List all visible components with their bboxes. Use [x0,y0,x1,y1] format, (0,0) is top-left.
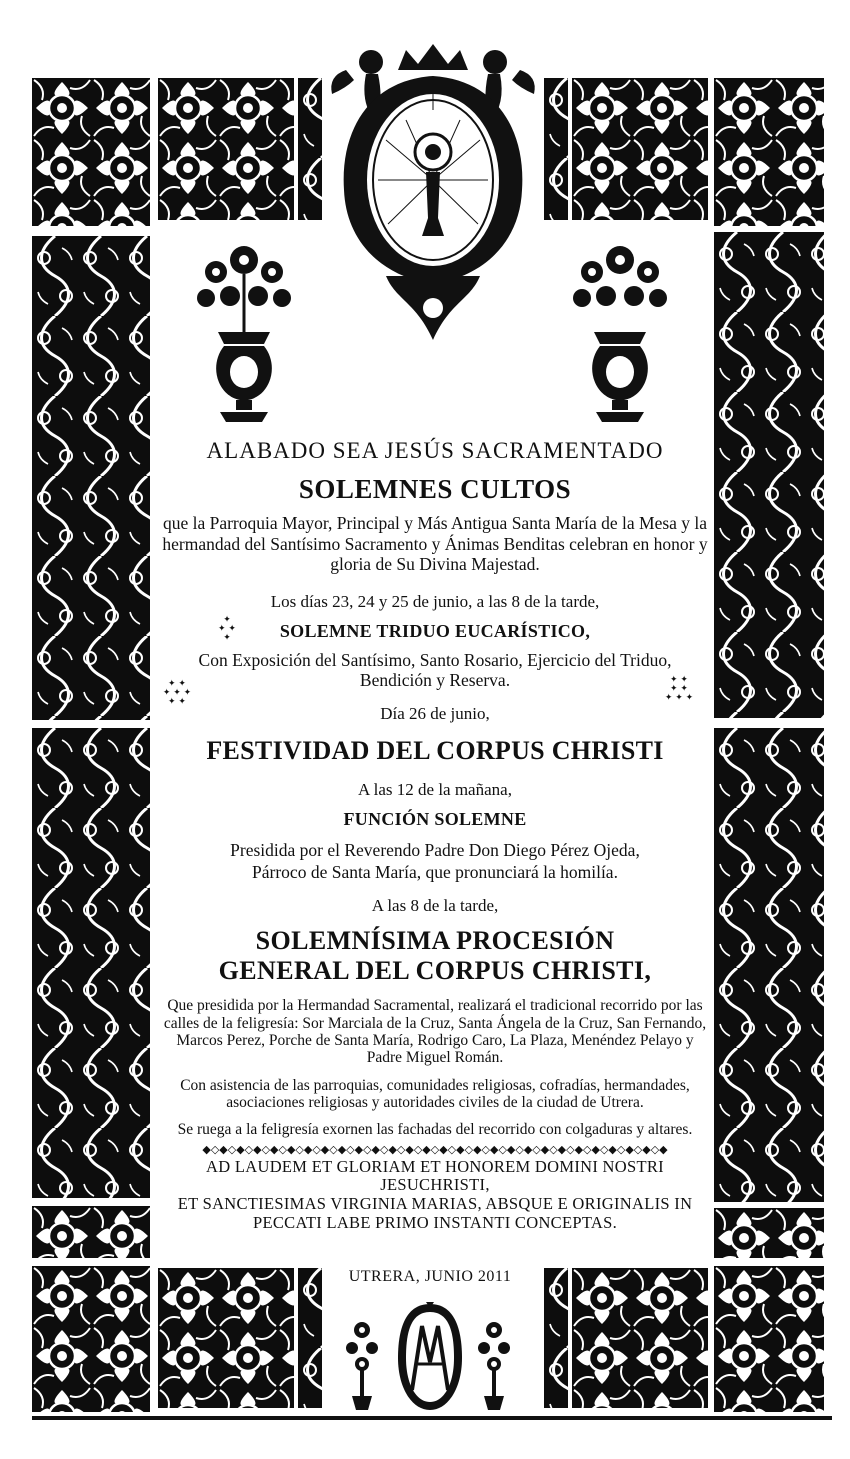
ornament-column-right-1 [714,232,824,718]
presider-line-1: Presidida por el Reverendo Padre Don Diego Pérez Ojeda, [230,840,640,861]
triduo-title: SOLEMNE TRIDUO EUCARÍSTICO, [279,621,591,642]
triduo-detail: Con Exposición del Santísimo, Santo Rosario, Ejercicio del Triduo, Bendición y Reserva. [198,650,672,691]
procession-route: Que presidida por la Hermandad Sacramental, realizará el tradicional recorrido por las calles de la feligresía: Sor Marciala de la Cruz, Santa Ángela de la Cruz, San Fernando, Marcos Perez, Porche de Santa María, Rodrigo Caro, La Plaza, Menéndez Pelayo y Padre Miguel Román. [163,997,707,1067]
star-cluster-icon: ✦ ✦ ✦ ✦ ✦ ✦ ✦ [664,675,694,703]
acclamation: ALABADO SEA JESÚS SACRAMENTADO [206,438,664,463]
function-title: FUNCIÓN SOLEMNE [343,809,527,830]
star-cluster-icon: ✦ ✦ ✦ ✦ [218,615,236,643]
flower-sprig-icon [344,1320,380,1412]
presider-line-2: Párroco de Santa María, que pronunciará la homilía. [252,862,618,883]
diamond-divider: ◆◇◆◇◆◇◆◇◆◇◆◇◆◇◆◇◆◇◆◇◆◇◆◇◆◇◆◇◆◇◆◇◆◇◆◇◆◇◆◇◆◇◆◇◆◇◆◇◆◇◆◇◆◇◆ [202,1142,668,1156]
main-text [160,430,710,1232]
procession-title-1: SOLEMNÍSIMA PROCESIÓN [255,925,615,955]
ornament-panel-bottom-3 [572,1268,708,1408]
place-date: UTRERA, JUNIO 2011 [348,1268,512,1285]
procession-title-2: GENERAL DEL CORPUS CHRISTI, [218,956,652,986]
corpus-date: Día 26 de junio, [380,704,490,724]
monstrance-emblem [326,40,540,344]
ornament-pillar-bottom-right [544,1268,568,1408]
ornament-panel-top-3 [572,78,708,220]
ornament-pillar-top-left [298,78,322,220]
corpus-title: FESTIVIDAD DEL CORPUS CHRISTI [206,735,664,765]
corpus-time: A las 12 de la mañana, [358,779,512,799]
flower-vase-icon [566,236,674,426]
procession-request: Se ruega a la feligresía exornen las fachadas del recorrido con colgaduras y altares. [177,1121,693,1139]
ornament-pillar-bottom-left [298,1268,322,1408]
latin-line-2: ET SANCTIESIMAS VIRGINIA MARIAS, ABSQUE E ORIGINALIS IN [177,1193,693,1213]
latin-line-3: PECCATI LABE PRIMO INSTANTI CONCEPTAS. [253,1212,617,1232]
triduo-dates: Los días 23, 24 y 25 de junio, a las 8 de la tarde, [270,591,600,611]
ornament-panel-bottom-4 [714,1266,824,1412]
ornament-column-left-1 [32,236,150,720]
star-cluster-icon: ✦ ✦ ✦ ✦ ✦ ✦ ✦ [162,679,192,707]
ornament-column-right-3 [714,1208,824,1258]
ornament-panel-top-4 [714,78,824,226]
ornament-column-right-2 [714,728,824,1202]
procession-attendance: Con asistencia de las parroquias, comunidades religiosas, cofradías, hermandades, asociaciones religiosas y autoridades civiles de la ciudad de Utrera. [180,1076,690,1111]
ornament-panel-bottom-1 [32,1266,150,1412]
ornament-pillar-top-right [544,78,568,220]
main-title: SOLEMNES CULTOS [298,474,572,505]
latin-line-1: AD LAUDEM ET GLORIAM ET HONOREM DOMINI NOSTRI JESUCHRISTI, [206,1156,664,1195]
ornament-column-left-3 [32,1206,150,1258]
marian-monogram-emblem [396,1302,464,1412]
procession-time: A las 8 de la tarde, [371,896,499,916]
intro-text: que la Parroquia Mayor, Principal y Más Antigua Santa María de la Mesa y la hermandad del Santísimo Sacramento y Ánimas Benditas celebran en honor y gloria de Su Divina Majestad. [162,513,708,574]
border-line-bottom [32,1416,832,1420]
flower-vase-icon [190,236,298,426]
flower-sprig-icon [476,1320,512,1412]
ornament-panel-bottom-2 [158,1268,294,1408]
ornament-column-left-2 [32,728,150,1198]
ornament-panel-top-1 [32,78,150,226]
ornament-panel-top-2 [158,78,294,220]
